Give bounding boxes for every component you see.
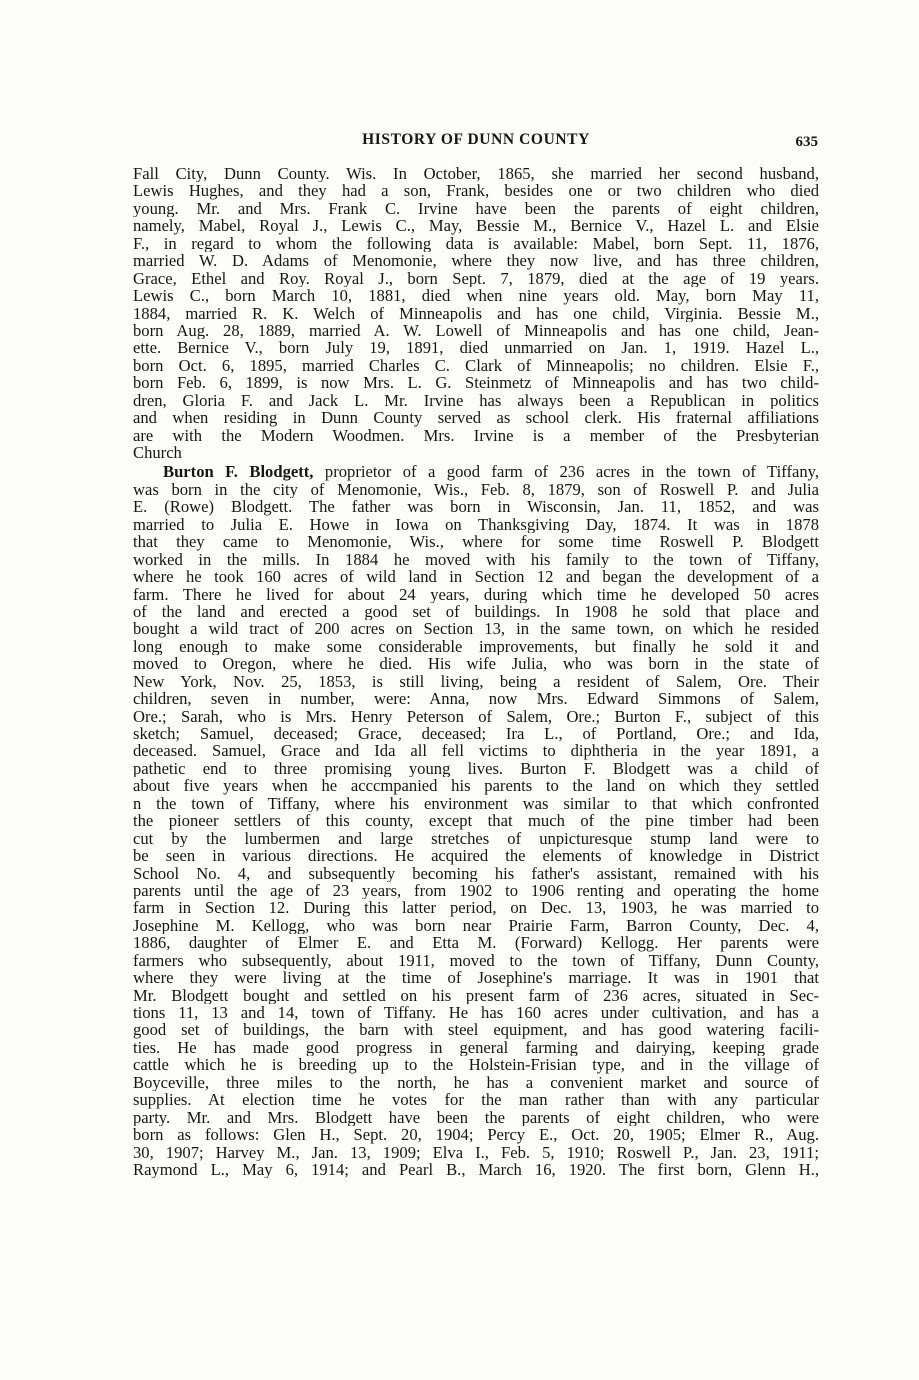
text-line: about five years when he acccmpanied his parents to the land on which they settled <box>133 777 819 795</box>
text-line: and when residing in Dunn County served as school clerk. His fraternal affiliations <box>133 409 819 427</box>
text-line: where he took 160 acres of wild land in Section 12 and began the development of a <box>133 568 819 586</box>
text-line: parents until the age of 23 years, from 1902 to 1906 renting and operating the home <box>133 881 819 900</box>
text-line: party. Mr. and Mrs. Blodgett have been the parents of eight children, who were <box>133 1108 819 1127</box>
text-line: Lewis C., born March 10, 1881, died when nine years old. May, born May 11, <box>133 287 819 305</box>
text-line: dren, Gloria F. and Jack L. Mr. Irvine has always been a Republican in politics <box>133 391 819 410</box>
text-line: married W. D. Adams of Menomonie, where they now live, and has three children, <box>133 252 819 270</box>
text-line: are with the Modern Woodmen. Mrs. Irvine is a member of the Presbyterian <box>133 426 819 444</box>
text-line: School No. 4, and subsequently becoming his father's assistant, remained with his <box>133 864 819 882</box>
text-line: 1886, daughter of Elmer E. and Etta M. (Forward) Kellogg. Her parents were <box>133 934 819 952</box>
text-line: ties. He has made good progress in general farming and dairying, keeping grade <box>133 1038 819 1057</box>
text-line: children, seven in number, were: Anna, now Mrs. Edward Simmons of Salem, <box>133 690 819 708</box>
text-line: where they were living at the time of Josephine's marriage. It was in 1901 that <box>133 969 819 987</box>
text-line: the pioneer settlers of this county, except that much of the pine timber had been <box>133 812 819 830</box>
text-line: be seen in various directions. He acquired the elements of knowledge in District <box>133 847 819 865</box>
text-line: farm. There he lived for about 24 years, during which time he developed 50 acres <box>133 585 819 603</box>
text-line: Ore.; Sarah, who is Mrs. Henry Peterson of Salem, Ore.; Burton F., subject of this <box>133 707 819 725</box>
text-line: cattle which he is breeding up to the Holstein-Frisian type, and in the village of <box>133 1056 819 1074</box>
text-line: was born in the city of Menomonie, Wis., Feb. 8, 1879, son of Roswell P. and Julia <box>133 480 819 499</box>
text-line: born Aug. 28, 1889, married A. W. Lowell of Minneapolis and has one child, Jean- <box>133 321 819 340</box>
text-line: sketch; Samuel, deceased; Grace, deceased; Ira L., of Portland, Ore.; and Ida, <box>133 725 819 743</box>
text-line: worked in the mills. In 1884 he moved with his family to the town of Tiffany, <box>133 550 819 569</box>
running-title: HISTORY OF DUNN COUNTY <box>362 131 590 148</box>
text-line: long enough to make some considerable improvements, but finally he sold it and <box>133 637 819 656</box>
page-number: 635 <box>795 134 818 150</box>
text-line: married to Julia E. Howe in Iowa on Thanksgiving Day, 1874. It was in 1878 <box>133 515 819 534</box>
text-line: Church <box>133 444 182 462</box>
text-line: supplies. At election time he votes for the man rather than with any particular <box>133 1091 819 1109</box>
text-line: Grace, Ethel and Roy. Royal J., born Sept. 7, 1879, died at the age of 19 years. <box>133 269 819 288</box>
paragraph-irvine-family <box>133 165 819 461</box>
text-line: good set of buildings, the barn with steel equipment, and has good watering facili- <box>133 1021 819 1039</box>
text-line: moved to Oregon, where he died. His wife Julia, who was born in the state of <box>133 655 819 673</box>
text-line: pathetic end to three promising young lives. Burton F. Blodgett was a child of <box>133 759 819 778</box>
text-line: ette. Bernice V., born July 19, 1891, died unmarried on Jan. 1, 1919. Hazel L., <box>133 339 819 357</box>
text-line: 30, 1907; Harvey M., Jan. 13, 1909; Elva I., Feb. 5, 1910; Roswell P., Jan. 23, 1911; <box>133 1143 819 1161</box>
text-line: born Oct. 6, 1895, married Charles C. Clark of Minneapolis; no children. Elsie F., <box>133 356 819 375</box>
text-line: tions 11, 13 and 14, town of Tiffany. He has 160 acres under cultivation, and has a <box>133 1004 819 1022</box>
text-line: of the land and erected a good set of buildings. In 1908 he sold that place and <box>133 602 819 621</box>
text-line: namely, Mabel, Royal J., Lewis C., May, Bessie M., Bernice V., Hazel L. and Elsie <box>133 217 819 235</box>
text-line: cut by the lumbermen and large stretches of unpicturesque stump land were to <box>133 829 819 848</box>
text-line: 1884, married R. K. Welch of Minneapolis and has one child, Virginia. Bessie M., <box>133 304 819 322</box>
text-line: n the town of Tiffany, where his environment was similar to that which confronted <box>133 794 819 813</box>
text-line: that they came to Menomonie, Wis., where for some time Roswell P. Blodgett <box>133 533 819 551</box>
text-line: Josephine M. Kellogg, who was born near Prairie Farm, Barron County, Dec. 4, <box>133 916 819 935</box>
text-line: young. Mr. and Mrs. Frank C. Irvine have been the parents of eight children, <box>133 199 819 218</box>
text-line: Lewis Hughes, and they had a son, Frank, besides one or two children who died <box>133 182 819 200</box>
running-header <box>132 131 820 155</box>
text-run: proprietor of a good farm of 236 acres in the town of Tiffany, <box>313 463 819 481</box>
text-line: deceased. Samuel, Grace and Ida all fell victims to diphtheria in the year 1891, a <box>133 742 819 760</box>
text-line-first <box>133 463 819 480</box>
text-line: E. (Rowe) Blodgett. The father was born in Wisconsin, Jan. 11, 1852, and was <box>133 498 819 516</box>
text-line: Fall City, Dunn County. Wis. In October, 1865, she married her second husband, <box>133 165 819 183</box>
text-line: Boyceville, three miles to the north, he has a convenient market and source of <box>133 1073 819 1092</box>
text-line: bought a wild tract of 200 acres on Section 13, in the same town, on which he resided <box>133 620 819 638</box>
text-line: born Feb. 6, 1899, is now Mrs. L. G. Steinmetz of Minneapolis and has two child- <box>133 374 819 392</box>
text-line: farm in Section 12. During this latter period, on Dec. 13, 1903, he was married to <box>133 899 819 917</box>
text-line: born as follows: Glen H., Sept. 20, 1904; Percy E., Oct. 20, 1905; Elmer R., Aug. <box>133 1126 819 1144</box>
text-line: Mr. Blodgett bought and settled on his present farm of 236 acres, situated in Sec- <box>133 986 819 1004</box>
biography-subject-name: Burton F. Blodgett, <box>163 463 314 481</box>
paragraph-blodgett-biography <box>133 463 819 1178</box>
text-line: farmers who subsequently, about 1911, moved to the town of Tiffany, Dunn County, <box>133 951 819 970</box>
text-line: F., in regard to whom the following data is available: Mabel, born Sept. 11, 1876, <box>133 234 819 253</box>
text-line: Raymond L., May 6, 1914; and Pearl B., March 16, 1920. The first born, Glenn H., <box>133 1160 819 1179</box>
text-line: New York, Nov. 25, 1853, is still living, being a resident of Salem, Ore. Their <box>133 672 819 691</box>
body-text <box>133 165 819 1178</box>
